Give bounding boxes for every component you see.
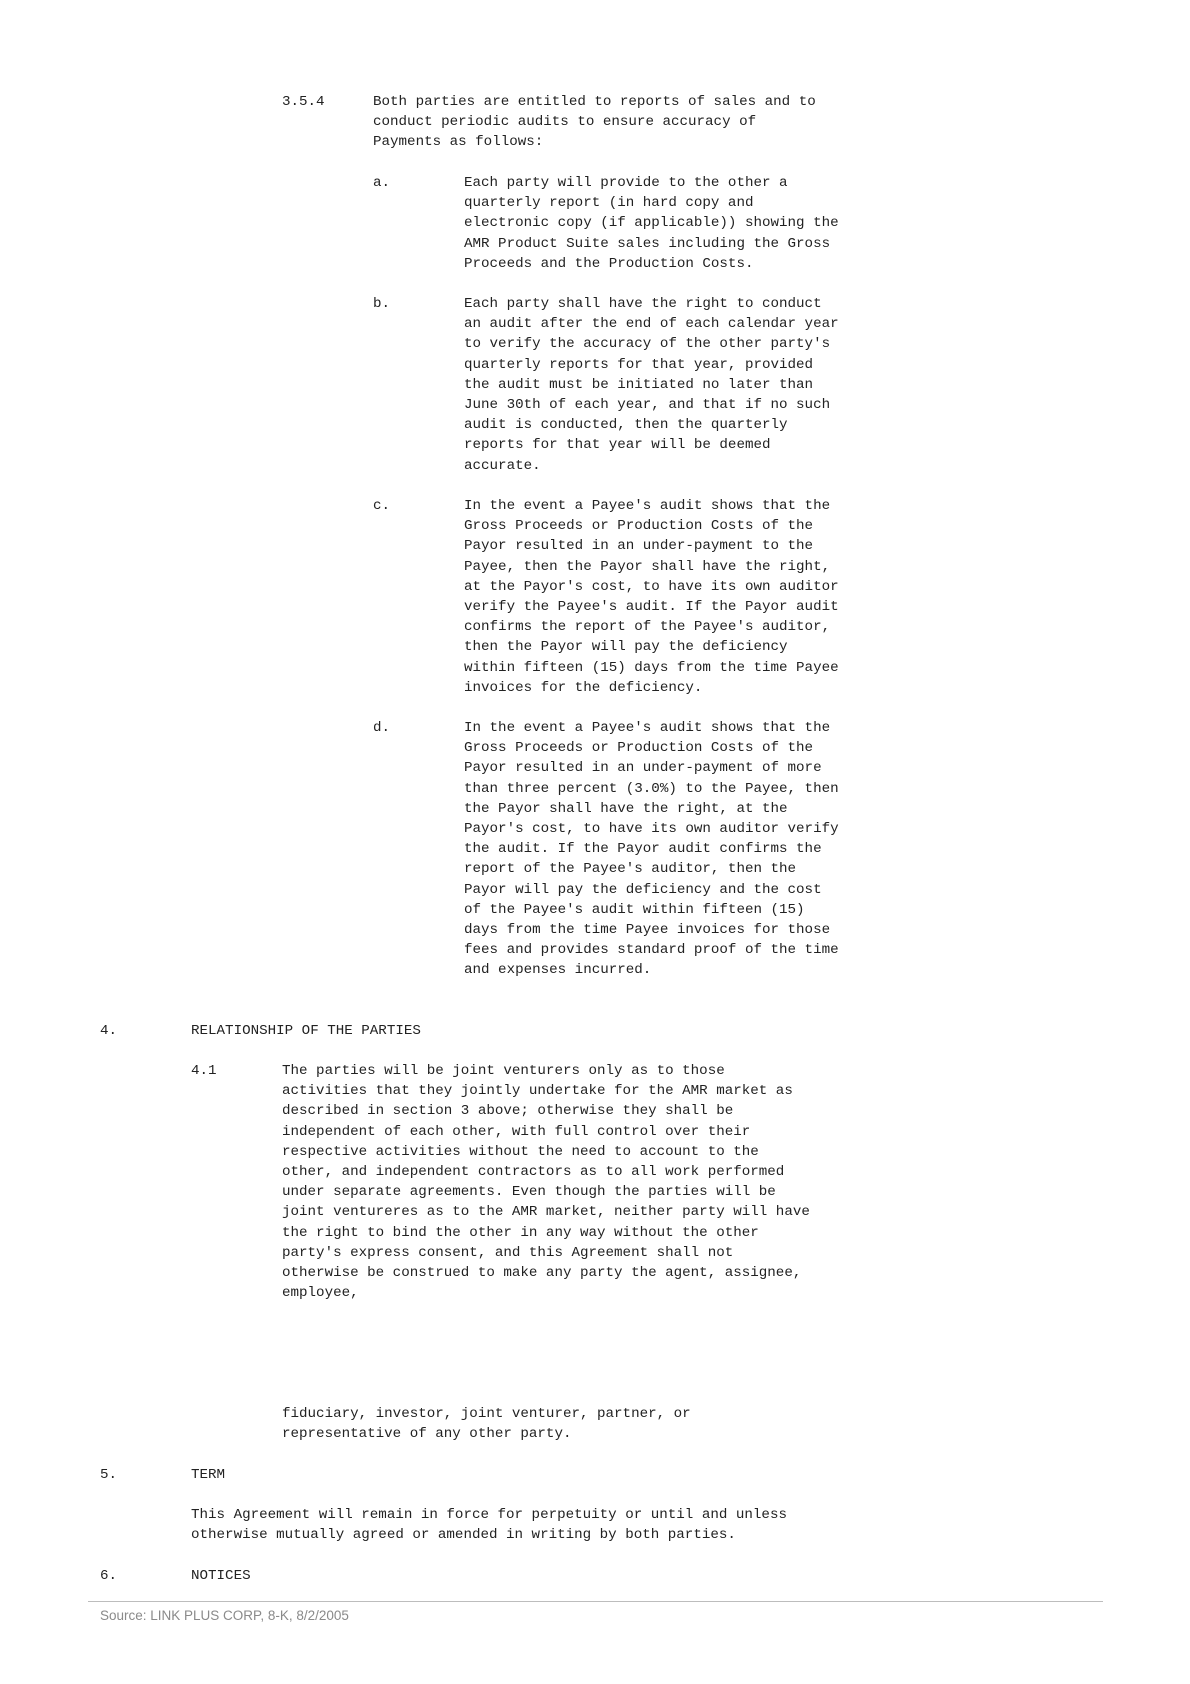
section-text: This Agreement will remain in force for perpetuity or until and unless otherwise mutually agreed or amended in writing by both parties. (191, 1507, 787, 1544)
section-text-continued: fiduciary, investor, joint venturer, partner, or representative of any other party. (282, 1406, 691, 1443)
section-number: 4.1 (191, 1063, 217, 1079)
section-text: Both parties are entitled to reports of sales and to conduct periodic audits to ensure accuracy of Payments as follows: (373, 94, 816, 151)
section-number: 5. (100, 1467, 118, 1483)
item-letter: b. (373, 296, 391, 312)
item-letter: a. (373, 175, 391, 191)
section-number: 3.5.4 (282, 94, 325, 110)
section-text: The parties will be joint venturers only as to those activities that they jointly undertake for the AMR market as described in section 3 above; otherwise they shall be independent of each other, with full control over their respective activities without the need to account to the other, and independent contractors as to all work performed under separate agreements. Even though the parties will be joint ventureres as to the AMR market, neither party will have the right to bind the other in any way without the other party's express consent, and this Agreement shall not otherwise be construed to make any party the agent, assignee, employee, (282, 1063, 810, 1302)
item-text: Each party will provide to the other a quarterly report (in hard copy and electronic copy (if applicable)) showing the AMR Product Suite sales including the Gross Proceeds and the Production Costs. (464, 175, 839, 272)
item-letter: d. (373, 720, 391, 736)
section-number: 6. (100, 1568, 118, 1584)
item-text: In the event a Payee's audit shows that the Gross Proceeds or Production Costs of the Payor resulted in an under-payment to the Payee, then the Payor shall have the right, at the Payor's cost, to have its own auditor verify the Payee's audit. If the Payor audit confirms the report of the Payee's auditor, then the Payor will pay the deficiency within fifteen (15) days from the time Payee invoices for the deficiency. (464, 498, 839, 696)
item-text: In the event a Payee's audit shows that the Gross Proceeds or Production Costs of the Payor resulted in an under-payment of more than three percent (3.0%) to the Payee, then the Payor shall have the right, at the Payor's cost, to have its own auditor verify the audit. If the Payor audit confirms the report of the Payee's auditor, then the Payor will pay the deficiency and the cost of the Payee's audit within fifteen (15) days from the time Payee invoices for those fees and provides standard proof of the time and expenses incurred. (464, 720, 839, 979)
section-heading: TERM (191, 1467, 226, 1483)
section-number: 4. (100, 1023, 118, 1039)
source-footer: Source: LINK PLUS CORP, 8-K, 8/2/2005 (100, 1608, 349, 1623)
item-text: Each party shall have the right to conduct an audit after the end of each calendar year to verify the accuracy of the other party's quarterly reports for that year, provided the audit must be initiated no later than June 30th of each year, and that if no such audit is conducted, then the quarterly reports for that year will be deemed accurate. (464, 296, 839, 474)
footer-divider (88, 1601, 1103, 1602)
section-heading: NOTICES (191, 1568, 251, 1584)
item-letter: c. (373, 498, 391, 514)
section-heading: RELATIONSHIP OF THE PARTIES (191, 1023, 421, 1039)
